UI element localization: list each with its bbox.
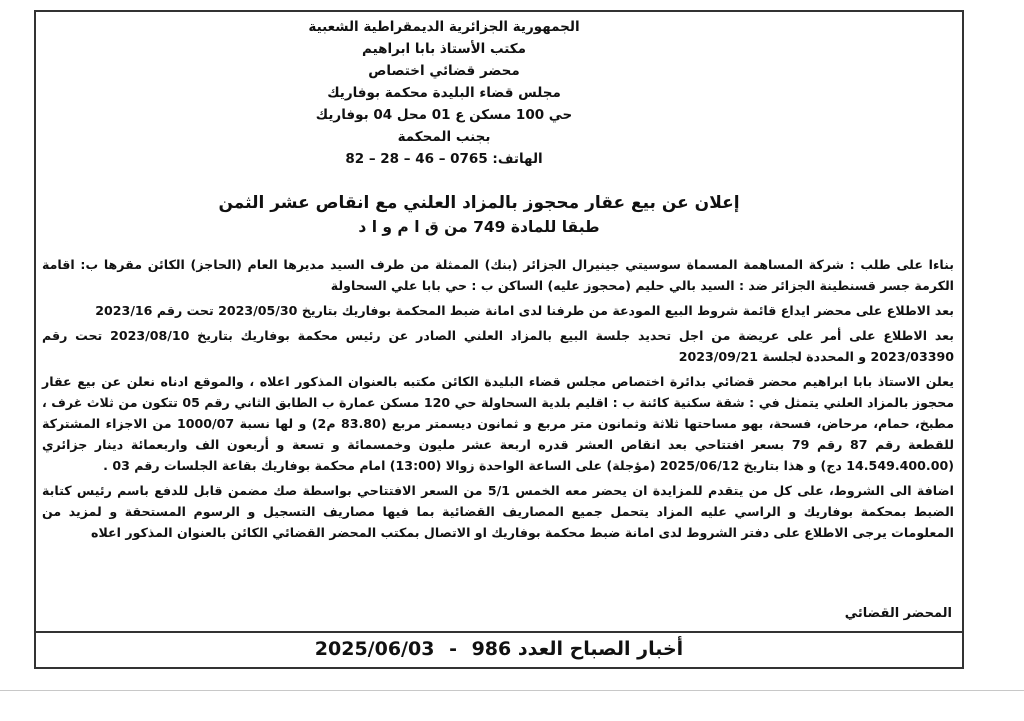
announcement-body [42,254,954,547]
header-line-bailiff: محضر قضائي اختصاص [368,63,520,79]
header-line-location: بجنب المحكمة [397,129,491,145]
announcement-frame [34,10,964,669]
office-header [304,16,584,170]
phone-number: 82 – 28 – 46 – 0765 [345,151,488,167]
phone-label: الهاتف: [492,151,543,167]
newspaper-issue: أخبار الصباح العدد 986 [471,638,684,660]
title-main: إعلان عن بيع عقار محجوز بالمزاد العلني مع انقاص عشر الثمن [218,193,740,213]
footer-separator: - [449,638,457,660]
publication-date: 2025/06/03 [314,638,435,660]
title-legal-basis: طبقا للمادة 749 من ق ا م و ا د [358,218,600,236]
signature-label: المحضر القضائي [844,606,952,621]
scan-edge-line [0,690,1024,691]
paragraph-court-order: بعد الاطلاع على أمر على عريضة من اجل تحديد جلسة البيع بالمزاد العلني الصادر عن رئيس محكمة بوفاريك بتاريخ 2023/08/10 تحت رقم 2023/03390 و المحددة لجلسة 2023/09/21 [42,328,954,364]
paragraph-sale-details: يعلن الاستاذ بابا ابراهيم محضر قضائي بدائرة اختصاص مجلس قضاء البليدة الكائن مكتبه بالعنوان المذكور اعلاه ، والموقع ادناه نعلن عن بيع عقار محجوز بالمزاد العلني يتمثل في : شقة سكنية كائنة ب : اقليم بلدية السحاولة حي 120 مسكن عمارة ب الطابق الثاني رقم 05 تتكون من ثلاث غرف ، مطبخ، حمام، مرحاض، فسحة، بهو مساحتها ثلاثة وثمانون متر مربع و ثمانون ديسمتر مربع (83.80 م2) و لها نسبة 1000/07 من الاجزاء المشتركة للقطعة رقم 87 رقم 79 بسعر افتتاحي بعد انقاص العشر قدره اربعة عشر مليون وخمسمائة و تسعة و أربعون الف واربعمائة دينار جزائري (14.549.400.00 دج) و هذا بتاريخ 2025/06/12 (مؤجلة) على الساعة الواحدة زوالا (13:00) امام محكمة بوفاريك بقاعة الجلسات رقم 03 . [42,374,955,473]
header-line-office: مكتب الأستاذ بابا ابراهيم [361,41,527,57]
paragraph-additional-terms: اضافة الى الشروط، على كل من يتقدم للمزايدة ان يحضر معه الخمس 5/1 من السعر الافتتاحي بواسطة صك مضمن قابل للدفع باسم رئيس كتابة الضبط بمحكمة بوفاريك و الراسي عليه المزاد يتحمل جميع المصاريف القضائية بما فيها مصاريف التسجيل و الرسوم المستحقة و لمزيد من المعلومات يرجى الاطلاع على دفتر الشروط لدى امانة ضبط محكمة بوفاريك او الاتصال بمكتب المحضر القضائي الكائن بالعنوان المذكور اعلاه [42,483,954,540]
header-line-address: حي 100 مسكن ع 01 محل 04 بوفاريك [315,107,573,123]
paragraph-conditions-filing: بعد الاطلاع على محضر ايداع قائمة شروط البيع المودعة من طرفنا لدى امانة ضبط المحكمة بوفاريك بتاريخ 2023/05/30 تحت رقم 2023/16 [95,303,954,318]
paragraph-request: بناءا على طلب : شركة المساهمة المسماة سوسيتي جينيرال الجزائر (بنك) الممثلة من طرف السيد مديرها العام (الحاجز) الكائن مقرها ب: اقامة الكرمة جسر قسنطينة الجزائر ضد : السيد بالي حليم (محجوز عليه) الساكن ب : حي بابا علي السحاولة [42,257,954,293]
header-line-phone [304,148,584,170]
footer-divider [36,631,962,633]
header-line-republic: الجمهورية الجزائرية الديمقراطية الشعبية [308,19,580,35]
announcement-title [36,190,962,238]
header-line-court: مجلس قضاء البليدة محكمة بوفاريك [327,85,561,101]
newspaper-footer [36,638,962,660]
